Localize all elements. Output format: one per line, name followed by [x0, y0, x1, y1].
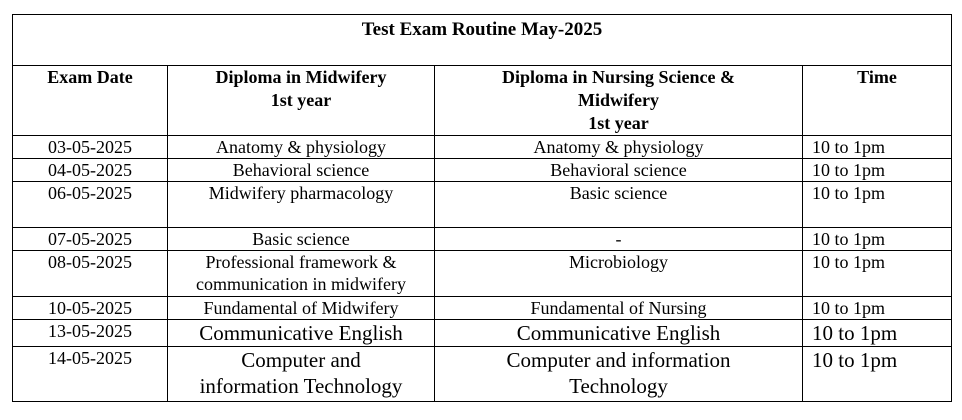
nursing-subject-cell: Anatomy & physiology [435, 136, 803, 159]
time-cell: 10 to 1pm [803, 251, 952, 297]
midwifery-subject-cell: Midwifery pharmacology [168, 182, 435, 228]
time-cell: 10 to 1pm [803, 182, 952, 228]
header-time [803, 66, 952, 136]
table-row [13, 347, 952, 402]
exam-date-cell: 14-05-2025 [13, 347, 168, 402]
header-nursing-line1: Diploma in Nursing Science & [501, 67, 735, 87]
header-midwifery-line1: Diploma in Midwifery [215, 67, 387, 87]
table-row [13, 297, 952, 320]
exam-date-cell: 06-05-2025 [13, 182, 168, 228]
header-midwifery-line2: 1st year [270, 90, 332, 110]
nursing-subject-line2: Technology [569, 374, 668, 398]
nursing-subject-line1: Computer and information [506, 348, 731, 372]
table-row [13, 182, 952, 228]
exam-date-cell: 10-05-2025 [13, 297, 168, 320]
table-row [13, 251, 952, 297]
time-cell: 10 to 1pm [803, 320, 952, 347]
time-cell: 10 to 1pm [803, 228, 952, 251]
midwifery-subject-cell [168, 347, 435, 402]
time-cell: 10 to 1pm [803, 159, 952, 182]
midwifery-subject-line2: information Technology [199, 374, 403, 398]
table-row [13, 136, 952, 159]
header-nursing-line3: 1st year [588, 113, 649, 133]
header-time-text: Time [857, 67, 897, 87]
time-cell: 10 to 1pm [803, 347, 952, 402]
midwifery-subject-line2: communication in midwifery [196, 274, 406, 294]
midwifery-subject-cell [168, 251, 435, 297]
time-cell: 10 to 1pm [803, 297, 952, 320]
header-nursing-line2: Midwifery [578, 90, 659, 110]
midwifery-subject-cell: Basic science [168, 228, 435, 251]
midwifery-subject-cell: Anatomy & physiology [168, 136, 435, 159]
title-row [13, 15, 952, 66]
exam-date-cell: 04-05-2025 [13, 159, 168, 182]
table-row [13, 228, 952, 251]
time-cell: 10 to 1pm [803, 136, 952, 159]
table-row [13, 320, 952, 347]
midwifery-subject-line1: Computer and [241, 348, 361, 372]
exam-routine-table [12, 14, 952, 402]
header-exam-date [13, 66, 168, 136]
table-row [13, 159, 952, 182]
header-diploma-midwifery [168, 66, 435, 136]
nursing-subject-cell: Microbiology [435, 251, 803, 297]
nursing-subject-cell: Behavioral science [435, 159, 803, 182]
exam-date-cell: 08-05-2025 [13, 251, 168, 297]
header-exam-date-text: Exam Date [47, 67, 133, 87]
nursing-subject-cell: Communicative English [435, 320, 803, 347]
header-diploma-nursing [435, 66, 803, 136]
nursing-subject-cell [435, 347, 803, 402]
routine-title: Test Exam Routine May-2025 [13, 15, 952, 66]
midwifery-subject-cell: Communicative English [168, 320, 435, 347]
nursing-subject-cell: Fundamental of Nursing [435, 297, 803, 320]
midwifery-subject-line1: Professional framework & [205, 252, 397, 272]
exam-date-cell: 07-05-2025 [13, 228, 168, 251]
header-row [13, 66, 952, 136]
nursing-subject-cell: Basic science [435, 182, 803, 228]
nursing-subject-cell: - [435, 228, 803, 251]
midwifery-subject-cell: Behavioral science [168, 159, 435, 182]
exam-date-cell: 13-05-2025 [13, 320, 168, 347]
midwifery-subject-cell: Fundamental of Midwifery [168, 297, 435, 320]
exam-date-cell: 03-05-2025 [13, 136, 168, 159]
